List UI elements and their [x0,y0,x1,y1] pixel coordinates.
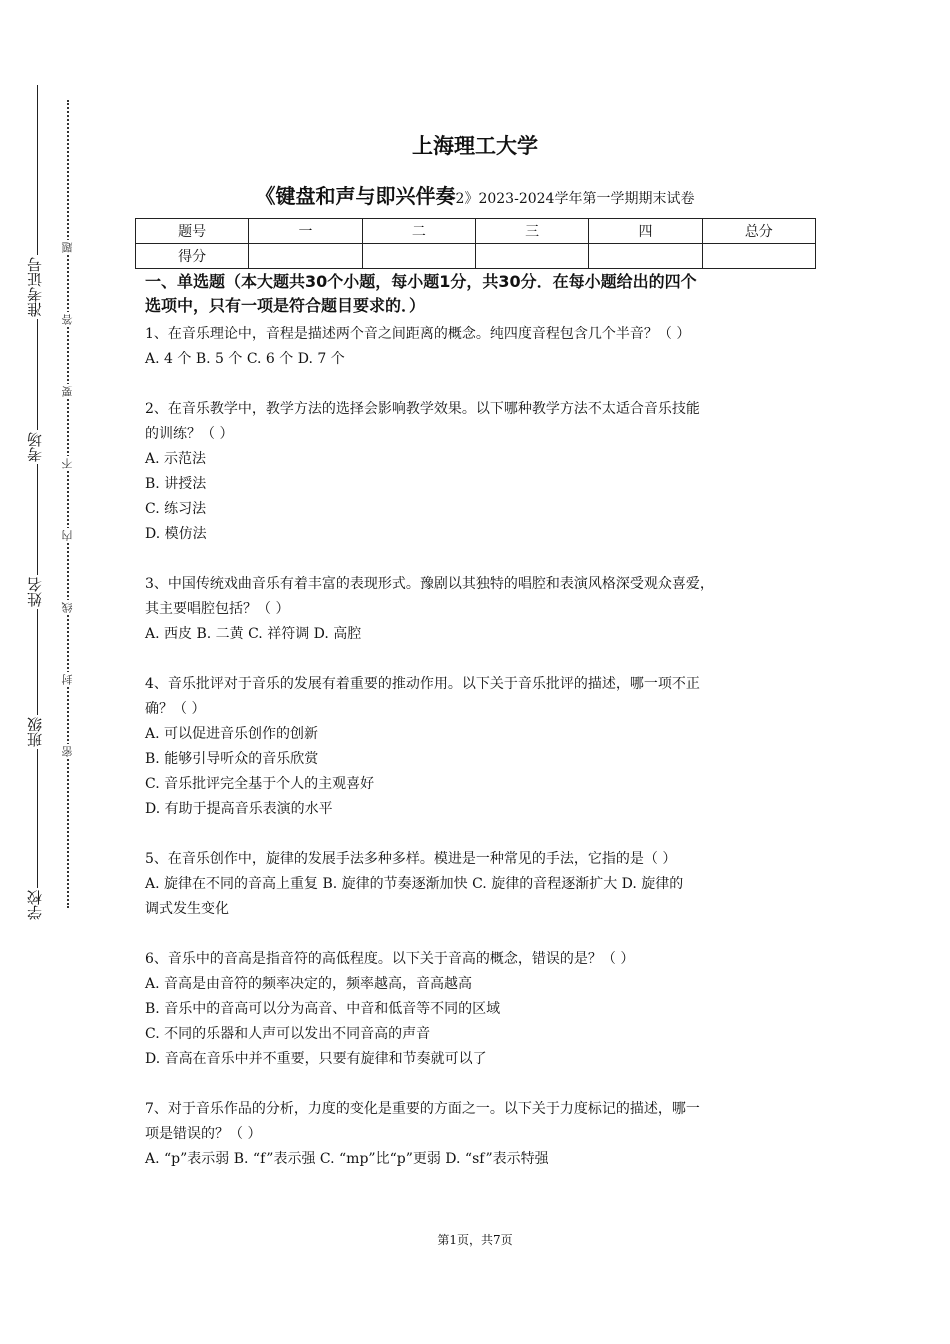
score-cell [589,244,702,269]
score-header-cell: 一 [249,219,362,244]
question-line: 调式发生变化 [145,901,229,917]
question-line: 2、在音乐教学中，教学方法的选择会影响教学效果。以下哪种教学方法不太适合音乐技能 [145,401,700,417]
question-line: 6、音乐中的音高是指音符的高低程度。以下关于音高的概念，错误的是？（ ） [145,951,635,967]
question-line: 4、音乐批评对于音乐的发展有着重要的推动作用。以下关于音乐批评的描述，哪一项不正 [145,676,700,692]
field-name: 姓名 [20,575,50,609]
score-cell [249,244,362,269]
seal-char: 内 [58,528,78,543]
field-school: 学校 [20,888,50,922]
seal-char: 题 [58,240,78,255]
score-table-header-row [136,219,816,244]
score-cell [702,244,815,269]
question-line: B. 讲授法 [145,476,207,492]
question-4 [145,672,817,822]
score-table-score-row [136,244,816,269]
seal-char: 线 [58,600,78,615]
field-class: 班级 [20,715,50,749]
score-header-cell: 总分 [702,219,815,244]
score-header-cell: 三 [475,219,588,244]
score-header-cell: 题号 [136,219,249,244]
question-line: B. 音乐中的音高可以分为高音、中音和低音等不同的区域 [145,1001,501,1017]
field-exam-number: 准考证号 [20,255,50,319]
seal-char: 密 [58,744,78,759]
question-line: C. 练习法 [145,501,207,517]
field-exam-room: 考场 [20,430,50,464]
question-line: A. 4 个 B. 5 个 C. 6 个 D. 7 个 [145,351,345,367]
question-2 [145,397,817,547]
binding-dotted-line [67,100,69,908]
score-header-cell: 四 [589,219,702,244]
question-line: A. “p”表示弱 B. “f”表示强 C. “mp”比“p”更弱 D. “sf”表示特强 [145,1151,549,1167]
question-5 [145,847,817,922]
term-title: 2》2023-2024学年第一学期期末试卷 [455,191,695,207]
university-name: 上海理工大学 [412,134,538,158]
section-title [145,270,817,318]
question-line: 5、在音乐创作中，旋律的发展手法多种多样。模进是一种常见的手法，它指的是（ ） [145,851,677,867]
seal-char: 要 [58,384,78,399]
question-7 [145,1097,817,1172]
score-cell [475,244,588,269]
question-line: D. 音高在音乐中并不重要，只要有旋律和节奏就可以了 [145,1051,487,1067]
question-line: A. 西皮 B. 二黄 C. 祥符调 D. 高腔 [145,626,362,642]
question-line: C. 音乐批评完全基于个人的主观喜好 [145,776,375,792]
question-line: 其主要唱腔包括？（ ） [145,601,290,617]
question-1 [145,322,817,372]
score-header-cell: 二 [362,219,475,244]
question-line: B. 能够引导听众的音乐欣赏 [145,751,319,767]
question-line: A. 音高是由音符的频率决定的，频率越高，音高越高 [145,976,473,992]
question-line: 的训练？（ ） [145,426,234,442]
binding-solid-line [37,85,38,920]
seal-char: 不 [58,456,78,471]
question-line: 确？（ ） [145,701,206,717]
question-line: A. 示范法 [145,451,207,467]
question-line: D. 模仿法 [145,526,207,542]
score-cell [362,244,475,269]
question-line: C. 不同的乐器和人声可以发出不同音高的声音 [145,1026,431,1042]
page-footer: 第1页，共7页 [437,1233,513,1247]
seal-char: 封 [58,672,78,687]
question-3 [145,572,817,647]
question-line: 1、在音乐理论中，音程是描述两个音之间距离的概念。纯四度音程包含几个半音？（ ） [145,326,691,342]
section-title-line: 一、单选题（本大题共30个小题，每小题1分，共30分．在每小题给出的四个 [145,272,697,291]
question-line: 3、中国传统戏曲音乐有着丰富的表现形式。豫剧以其独特的唱腔和表演风格深受观众喜爱， [145,576,714,592]
question-line: 项是错误的？（ ） [145,1126,262,1142]
score-row-label: 得分 [136,244,249,269]
question-6 [145,947,817,1072]
section-title-line: 选项中，只有一项是符合题目要求的．） [145,296,426,315]
exam-content [145,270,817,1197]
seal-char: 答 [58,312,78,327]
question-line: A. 旋律在不同的音高上重复 B. 旋律的节奏逐渐加快 C. 旋律的音程逐渐扩大 D. 旋律的 [145,876,684,892]
score-table [135,218,816,269]
course-title: 《键盘和声与即兴伴奏 [255,184,456,208]
question-line: D. 有助于提高音乐表演的水平 [145,801,333,817]
question-line: 7、对于音乐作品的分析，力度的变化是重要的方面之一。以下关于力度标记的描述，哪一 [145,1101,700,1117]
exam-title [0,180,950,209]
question-line: A. 可以促进音乐创作的创新 [145,726,319,742]
